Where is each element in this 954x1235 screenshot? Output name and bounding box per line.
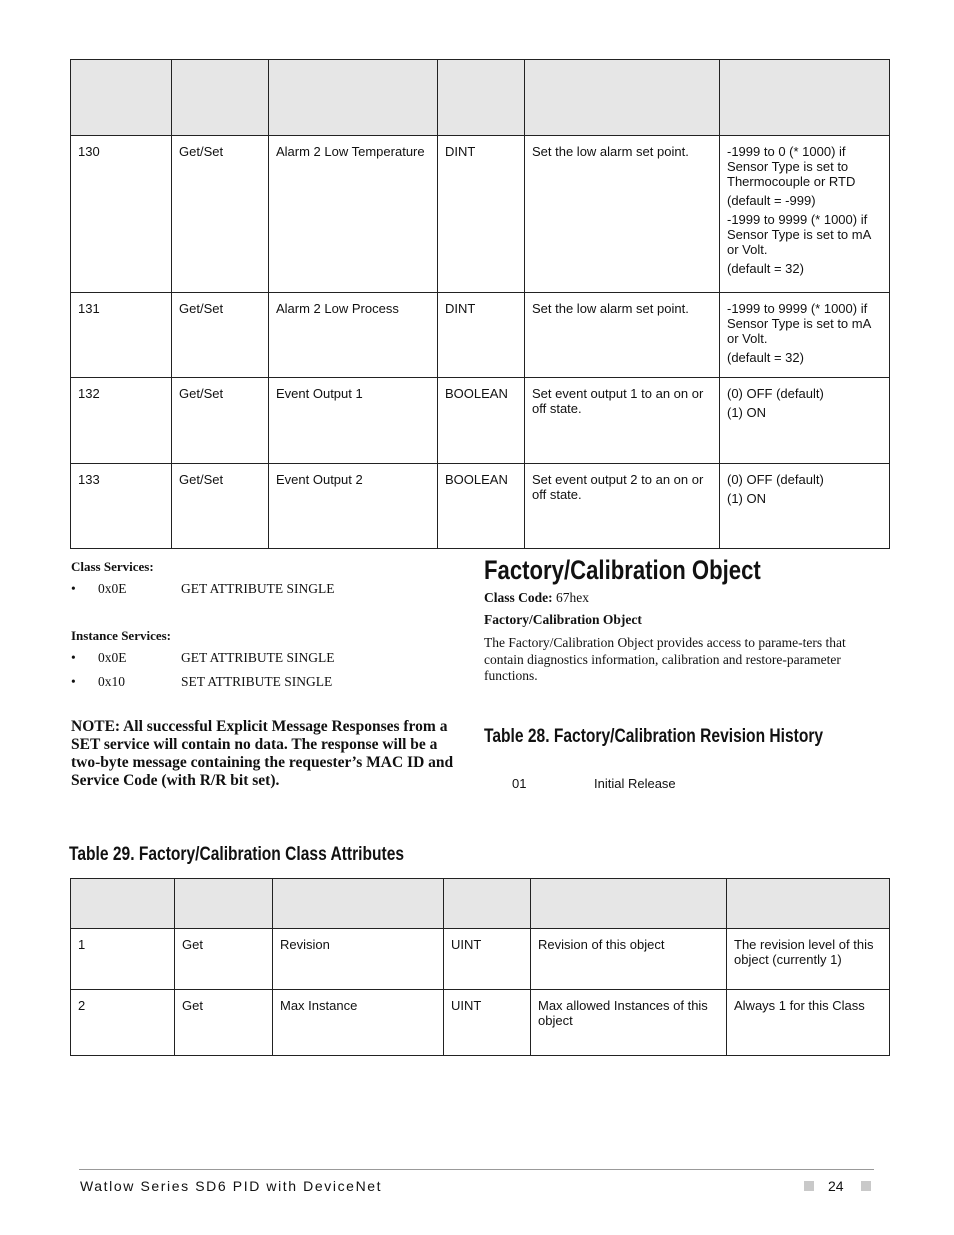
footer-title: Watlow Series SD6 PID with DeviceNet xyxy=(80,1178,383,1194)
description-cell: Set the low alarm set point. xyxy=(525,136,720,293)
access-cell: Get/Set xyxy=(172,136,269,293)
range-cell: -1999 to 9999 (* 1000) if Sensor Type is set to mA or Volt. (default = 32) xyxy=(720,293,890,378)
attr-id-cell: 133 xyxy=(71,464,172,549)
service-name: GET ATTRIBUTE SINGLE xyxy=(181,581,335,596)
service-code: 0x10 xyxy=(98,674,125,689)
description-cell: Set the low alarm set point. xyxy=(525,293,720,378)
footer-divider xyxy=(79,1169,874,1170)
access-cell: Get/Set xyxy=(172,293,269,378)
type-cell: BOOLEAN xyxy=(438,378,525,464)
square-icon xyxy=(861,1181,871,1191)
class-code-label: Class Code: xyxy=(484,590,553,605)
name-cell: Alarm 2 Low Process xyxy=(269,293,438,378)
attr-id-cell: 2 xyxy=(71,990,175,1056)
name-cell: Event Output 1 xyxy=(269,378,438,464)
list-item xyxy=(71,650,451,668)
instance-services-title: Instance Services: xyxy=(71,628,172,643)
type-cell: UINT xyxy=(444,929,531,990)
section-description: The Factory/Calibration Object provides access to parame-ters that contain diagnostics information, calibration and restore-parameter functions. xyxy=(484,635,846,683)
name-cell: Revision xyxy=(273,929,444,990)
access-cell: Get xyxy=(175,990,273,1056)
page-number: 24 xyxy=(828,1178,844,1194)
class-code-value: 67hex xyxy=(556,590,590,605)
description-cell: Set event output 1 to an on or off state. xyxy=(525,378,720,464)
class-code xyxy=(484,590,589,606)
table-row xyxy=(71,929,890,990)
table-row xyxy=(71,464,890,549)
bullet: • xyxy=(71,650,76,665)
attr-id-cell: 1 xyxy=(71,929,175,990)
class-services-title: Class Services: xyxy=(71,559,154,574)
name-cell: Alarm 2 Low Temperature xyxy=(269,136,438,293)
note-text: NOTE: All successful Explicit Message Responses from a SET service will contain no data. The response will be a two-byte message containing the requester’s MAC ID and Service Code (with R/R bit set). xyxy=(71,718,454,789)
attr-id-cell: 130 xyxy=(71,136,172,293)
range-cell: Always 1 for this Class xyxy=(727,990,890,1056)
access-cell: Get xyxy=(175,929,273,990)
range-cell: (0) OFF (default) (1) ON xyxy=(720,464,890,549)
table-header-row xyxy=(71,60,890,136)
name-cell: Event Output 2 xyxy=(269,464,438,549)
table-row xyxy=(71,136,890,293)
type-cell: DINT xyxy=(438,293,525,378)
description-cell: Revision of this object xyxy=(531,929,727,990)
section-subheading: Factory/Calibration Object xyxy=(484,612,642,627)
service-name: SET ATTRIBUTE SINGLE xyxy=(181,674,333,689)
section-heading: Factory/Calibration Object xyxy=(484,555,761,585)
revision-cell: 01 xyxy=(512,776,527,791)
range-cell: -1999 to 0 (* 1000) if Sensor Type is set to Thermocouple or RTD (default = -999) -1999 to 9999 (* 1000) if Sensor Type is set to mA or Volt. (default = 32) xyxy=(720,136,890,293)
table29-title: Table 29. Factory/Calibration Class Attributes xyxy=(69,844,405,865)
attr-id-cell: 132 xyxy=(71,378,172,464)
table-header-row xyxy=(71,879,890,929)
name-cell: Max Instance xyxy=(273,990,444,1056)
type-cell: BOOLEAN xyxy=(438,464,525,549)
list-item xyxy=(71,581,451,599)
description-cell: Set event output 2 to an on or off state. xyxy=(525,464,720,549)
list-item xyxy=(71,674,451,692)
table-row xyxy=(71,990,890,1056)
service-name: GET ATTRIBUTE SINGLE xyxy=(181,650,335,665)
service-code: 0x0E xyxy=(98,650,127,665)
range-cell: The revision level of this object (currently 1) xyxy=(727,929,890,990)
table-row xyxy=(71,378,890,464)
class-attributes-table xyxy=(70,878,890,1056)
service-code: 0x0E xyxy=(98,581,127,596)
type-cell: UINT xyxy=(444,990,531,1056)
access-cell: Get/Set xyxy=(172,378,269,464)
square-icon xyxy=(804,1181,814,1191)
bullet: • xyxy=(71,674,76,689)
revision-description-cell: Initial Release xyxy=(594,776,676,791)
attribute-table xyxy=(70,59,890,549)
table28-title: Table 28. Factory/Calibration Revision History xyxy=(484,726,824,747)
attr-id-cell: 131 xyxy=(71,293,172,378)
range-cell: (0) OFF (default) (1) ON xyxy=(720,378,890,464)
table-row xyxy=(71,293,890,378)
description-cell: Max allowed Instances of this object xyxy=(531,990,727,1056)
access-cell: Get/Set xyxy=(172,464,269,549)
type-cell: DINT xyxy=(438,136,525,293)
bullet: • xyxy=(71,581,76,596)
